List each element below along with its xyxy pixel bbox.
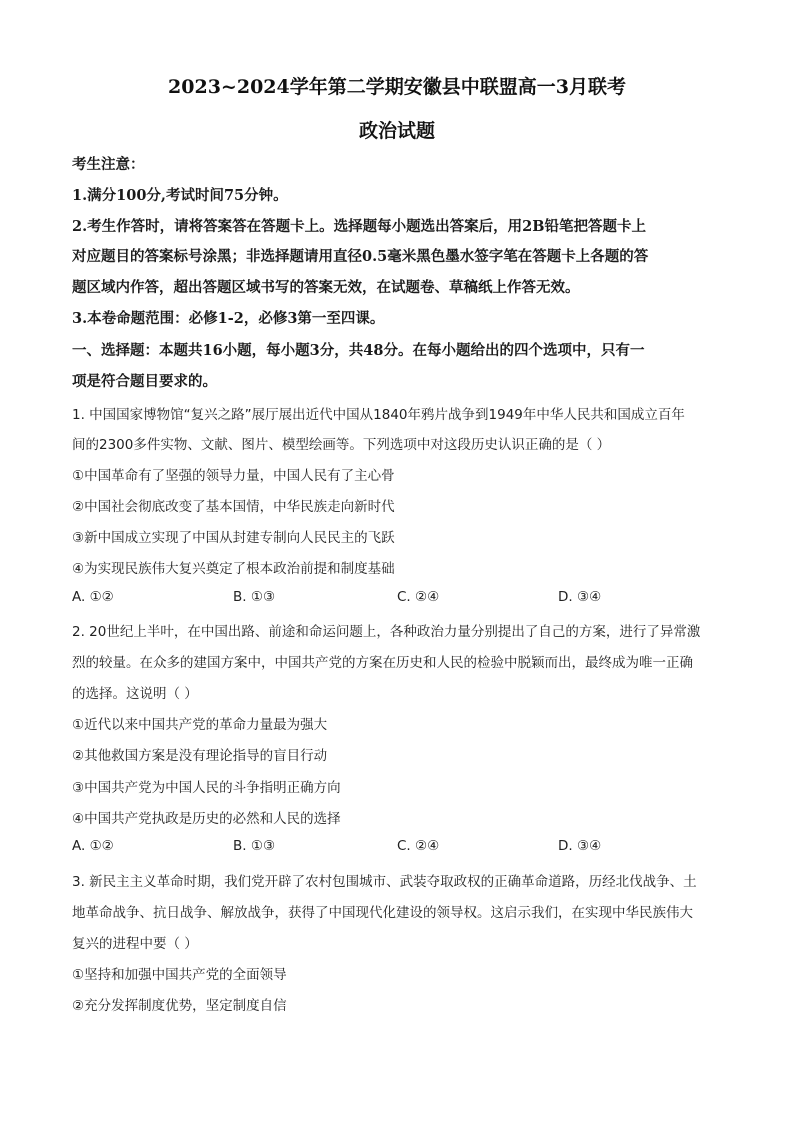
question-1-item-1: ①中国革命有了坚强的领导力量，中国人民有了主心骨 [72, 468, 395, 484]
question-1-stem-line-2: 间的2300多件实物、文献、图片、模型绘画等。下列选项中对这段历史认识正确的是（ ） [72, 437, 611, 453]
notice-item-2-line-2: 对应题目的答案标号涂黑；非选择题请用直径0.5毫米黑色墨水签字笔在答题卡上各题的答 [72, 248, 649, 265]
question-1-item-3: ③新中国成立实现了中国从封建专制向人民民主的飞跃 [72, 530, 395, 546]
question-1-option-b[interactable]: B. ①③ [233, 589, 276, 605]
question-2-option-a[interactable]: A. ①② [72, 838, 114, 854]
question-2-item-4: ④中国共产党执政是历史的必然和人民的选择 [72, 811, 341, 827]
question-1-item-4: ④为实现民族伟大复兴奠定了根本政治前提和制度基础 [72, 561, 395, 577]
exam-title: 2023~2024学年第二学期安徽县中联盟高一3月联考 [168, 76, 626, 98]
question-3-stem-line-3: 复兴的进程中要（ ） [72, 936, 198, 952]
question-3-item-1: ①坚持和加强中国共产党的全面领导 [72, 967, 287, 983]
notice-heading: 考生注意： [72, 156, 145, 173]
question-2-item-3: ③中国共产党为中国人民的斗争指明正确方向 [72, 780, 341, 796]
question-1-option-d[interactable]: D. ③④ [558, 589, 602, 605]
notice-item-1: 1.满分100分,考试时间75分钟。 [72, 187, 288, 204]
question-2-option-d[interactable]: D. ③④ [558, 838, 602, 854]
exam-subject: 政治试题 [358, 120, 435, 142]
question-2-option-c[interactable]: C. ②④ [397, 838, 440, 854]
question-3-item-2: ②充分发挥制度优势，坚定制度自信 [72, 998, 287, 1014]
question-2-stem-line-3: 的选择。这说明（ ） [72, 686, 198, 702]
question-2-stem-line-2: 烈的较量。在众多的建国方案中，中国共产党的方案在历史和人民的检验中脱颖而出，最终成为唯一正确 [72, 655, 693, 671]
question-3-stem-line-2: 地革命战争、抗日战争、解放战争，获得了中国现代化建设的领导权。这启示我们，在实现中华民族伟大 [72, 905, 693, 921]
question-1-option-c[interactable]: C. ②④ [397, 589, 440, 605]
question-2-item-1: ①近代以来中国共产党的革命力量最为强大 [72, 717, 328, 733]
notice-item-3: 3.本卷命题范围：必修1-2，必修3第一至四课。 [72, 310, 385, 327]
question-2-stem-line-1: 2. 20世纪上半叶，在中国出路、前途和命运问题上，各种政治力量分别提出了自己的方案，进行了异常激 [72, 624, 701, 640]
question-1-stem-line-1: 1. 中国国家博物馆“复兴之路”展厅展出近代中国从1840年鸦片战争到1949年中华人民共和国成立百年 [72, 407, 685, 423]
question-1-item-2: ②中国社会彻底改变了基本国情，中华民族走向新时代 [72, 499, 395, 515]
question-2-option-b[interactable]: B. ①③ [233, 838, 276, 854]
section-heading-line-1: 一、选择题：本题共16小题，每小题3分，共48分。在每小题给出的四个选项中，只有一 [72, 342, 645, 359]
question-2-item-2: ②其他救国方案是没有理论指导的盲目行动 [72, 748, 328, 764]
notice-item-2-line-1: 2.考生作答时，请将答案答在答题卡上。选择题每小题选出答案后，用2B铅笔把答题卡上 [72, 218, 646, 235]
question-1-option-a[interactable]: A. ①② [72, 589, 114, 605]
section-heading-line-2: 项是符合题目要求的。 [72, 373, 217, 390]
question-3-stem-line-1: 3. 新民主主义革命时期，我们党开辟了农村包围城市、武装夺取政权的正确革命道路，历经北伐战争、土 [72, 874, 697, 890]
notice-item-2-line-3: 题区域内作答，超出答题区域书写的答案无效，在试题卷、草稿纸上作答无效。 [72, 279, 580, 296]
